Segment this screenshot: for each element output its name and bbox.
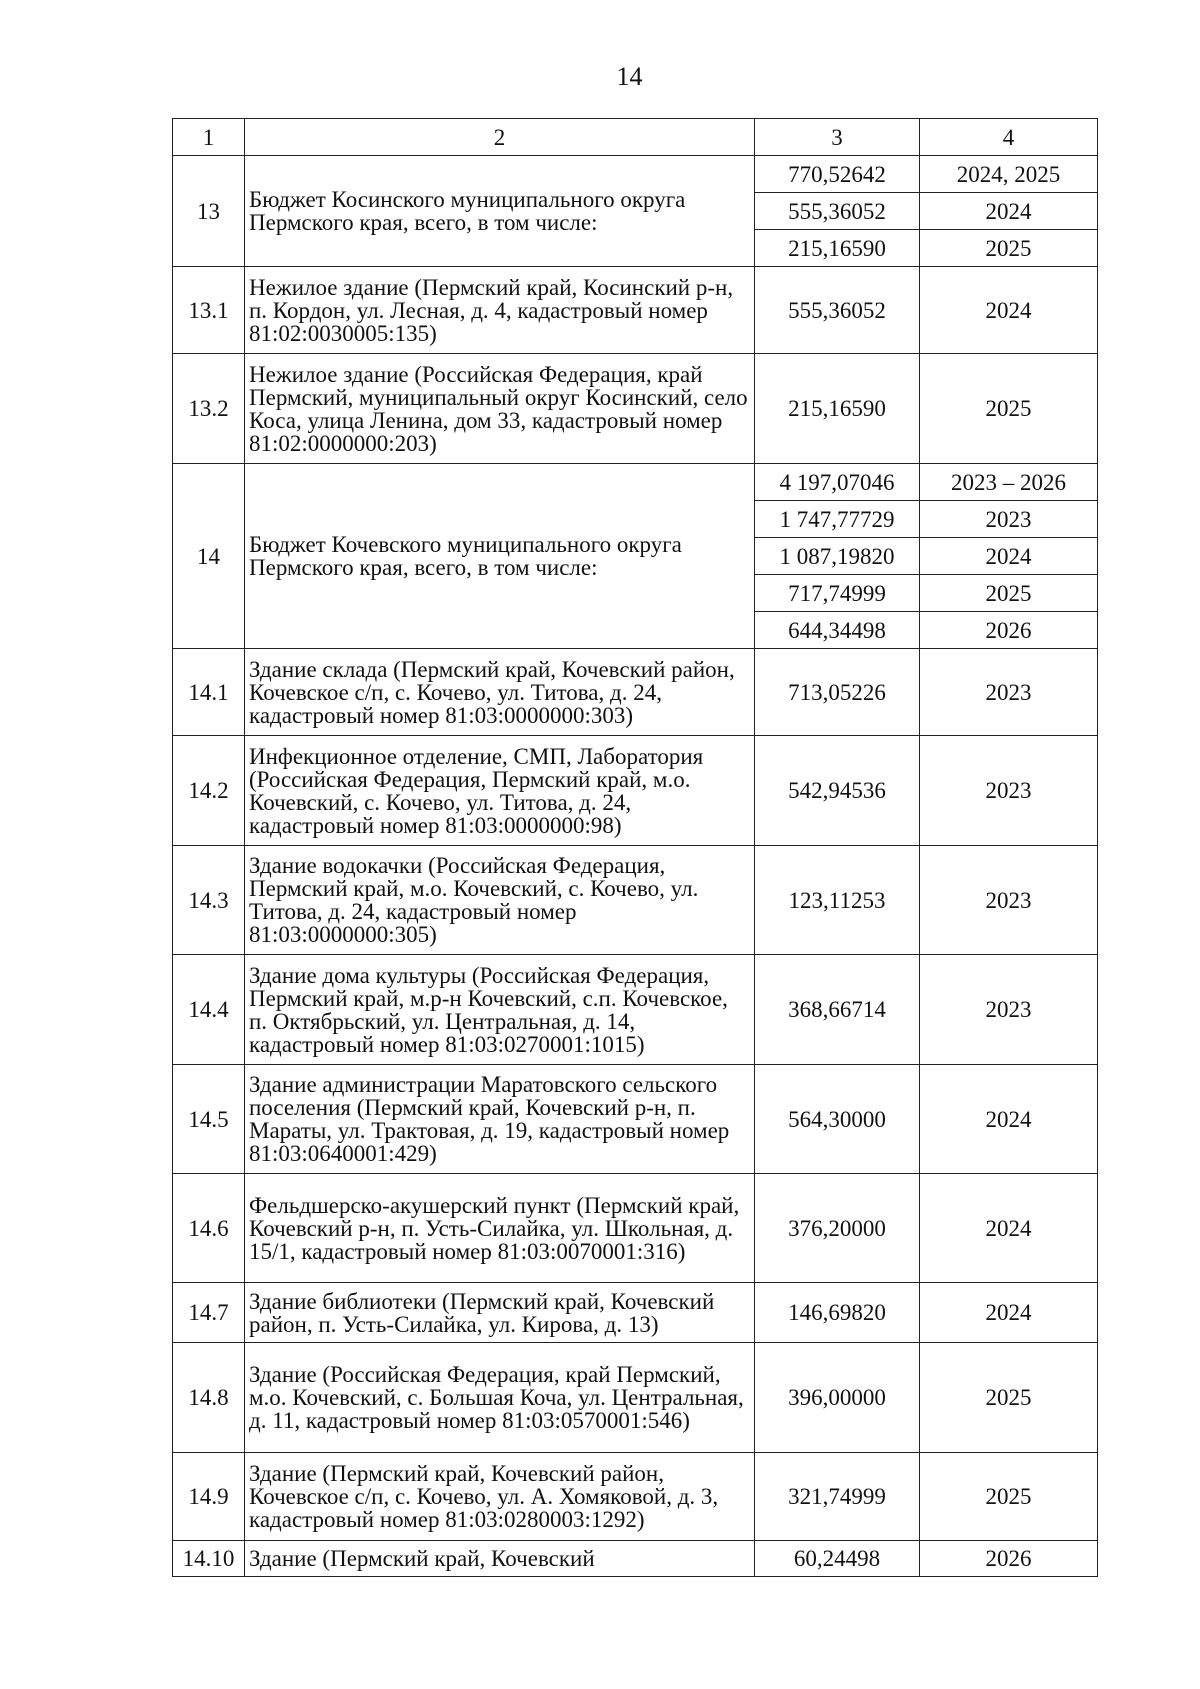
item-amount: 396,00000 xyxy=(755,1343,920,1453)
item-description: Нежилое здание (Пермский край, Косинский р-н, п. Кордон, ул. Лесная, д. 4, кадастровый номер 81:02:0030005:135) xyxy=(245,267,755,354)
page-number: 14 xyxy=(616,62,643,91)
item-number: 14.4 xyxy=(173,955,245,1065)
item-number: 14.1 xyxy=(173,649,245,736)
item-year: 2025 xyxy=(920,1343,1098,1453)
table-row xyxy=(173,1174,1098,1283)
item-year: 2024 xyxy=(920,1174,1098,1283)
header-col-2: 2 xyxy=(245,119,755,156)
group-label: Бюджет Кочевского муниципального округа Пермского края, всего, в том числе: xyxy=(245,464,755,649)
item-number: 14.9 xyxy=(173,1453,245,1541)
item-description: Здание склада (Пермский край, Кочевский район, Кочевское с/п, с. Кочево, ул. Титова, д. 24, кадастровый номер 81:03:0000000:303) xyxy=(245,649,755,736)
item-number: 14.10 xyxy=(173,1541,245,1577)
item-number: 14.3 xyxy=(173,846,245,955)
item-amount: 713,05226 xyxy=(755,649,920,736)
item-year: 2023 xyxy=(920,955,1098,1065)
item-description: Здание водокачки (Российская Федерация, Пермский край, м.о. Кочевский, с. Кочево, ул. Титова, д. 24, кадастровый номер 81:03:0000000:305) xyxy=(245,846,755,955)
item-description: Здание администрации Маратовского сельского поселения (Пермский край, Кочевский р-н, п. Мараты, ул. Трактовая, д. 19, кадастровый номер 81:03:0640001:429) xyxy=(245,1065,755,1174)
table-row xyxy=(173,1343,1098,1453)
group-amount: 215,16590 xyxy=(755,230,920,267)
item-amount: 555,36052 xyxy=(755,267,920,354)
item-description: Здание дома культуры (Российская Федерация, Пермский край, м.р-н Кочевский, с.п. Кочевское, п. Октябрьский, ул. Центральная, д. 14, кадастровый номер 81:03:0270001:1015) xyxy=(245,955,755,1065)
item-year: 2024 xyxy=(920,1065,1098,1174)
item-amount: 215,16590 xyxy=(755,354,920,464)
item-year: 2023 xyxy=(920,736,1098,846)
table-row xyxy=(173,736,1098,846)
item-amount: 542,94536 xyxy=(755,736,920,846)
header-col-1: 1 xyxy=(173,119,245,156)
item-amount: 60,24498 xyxy=(755,1541,920,1577)
group-year: 2024 xyxy=(920,538,1098,575)
group-year: 2025 xyxy=(920,230,1098,267)
group-amount: 770,52642 xyxy=(755,156,920,193)
item-description: Инфекционное отделение, СМП, Лаборатория (Российская Федерация, Пермский край, м.о. Кочевский, с. Кочево, ул. Титова, д. 24, кадастровый номер 81:03:0000000:98) xyxy=(245,736,755,846)
group-amount: 717,74999 xyxy=(755,575,920,612)
item-amount: 146,69820 xyxy=(755,1283,920,1343)
group-amount: 4 197,07046 xyxy=(755,464,920,501)
group-number: 14 xyxy=(173,464,245,649)
item-description: Нежилое здание (Российская Федерация, край Пермский, муниципальный округ Косинский, село Коса, улица Ленина, дом 33, кадастровый номер 81:02:0000000:203) xyxy=(245,354,755,464)
item-description: Здание (Пермский край, Кочевский район, Кочевское с/п, с. Кочево, ул. А. Хомяковой, д. 3, кадастровый номер 81:03:0280003:1292) xyxy=(245,1453,755,1541)
item-amount: 123,11253 xyxy=(755,846,920,955)
group-row xyxy=(173,464,1098,501)
table-header-row xyxy=(173,119,1098,156)
group-year: 2023 xyxy=(920,501,1098,538)
item-year: 2026 xyxy=(920,1541,1098,1577)
budget-table xyxy=(172,118,1098,1577)
group-year: 2024, 2025 xyxy=(920,156,1098,193)
table-row xyxy=(173,267,1098,354)
table-row xyxy=(173,955,1098,1065)
group-amount: 1 087,19820 xyxy=(755,538,920,575)
item-year: 2023 xyxy=(920,846,1098,955)
item-year: 2024 xyxy=(920,1283,1098,1343)
group-row xyxy=(173,156,1098,193)
item-number: 14.7 xyxy=(173,1283,245,1343)
item-description: Фельдшерско-акушерский пункт (Пермский край, Кочевский р-н, п. Усть-Силайка, ул. Школьная, д. 15/1, кадастровый номер 81:03:0070001:316) xyxy=(245,1174,755,1283)
group-label: Бюджет Косинского муниципального округа Пермского края, всего, в том числе: xyxy=(245,156,755,267)
item-description: Здание библиотеки (Пермский край, Кочевский район, п. Усть-Силайка, ул. Кирова, д. 13) xyxy=(245,1283,755,1343)
group-amount: 644,34498 xyxy=(755,612,920,649)
group-amount: 555,36052 xyxy=(755,193,920,230)
item-amount: 564,30000 xyxy=(755,1065,920,1174)
item-year: 2025 xyxy=(920,1453,1098,1541)
item-year: 2025 xyxy=(920,354,1098,464)
table-row xyxy=(173,1065,1098,1174)
item-number: 14.8 xyxy=(173,1343,245,1453)
group-year: 2025 xyxy=(920,575,1098,612)
group-number: 13 xyxy=(173,156,245,267)
table-row xyxy=(173,649,1098,736)
header-col-3: 3 xyxy=(755,119,920,156)
item-number: 14.2 xyxy=(173,736,245,846)
group-amount: 1 747,77729 xyxy=(755,501,920,538)
group-year: 2023 – 2026 xyxy=(920,464,1098,501)
item-amount: 368,66714 xyxy=(755,955,920,1065)
item-description: Здание (Российская Федерация, край Пермский, м.о. Кочевский, с. Большая Коча, ул. Центральная, д. 11, кадастровый номер 81:03:0570001:546) xyxy=(245,1343,755,1453)
item-description: Здание (Пермский край, Кочевский xyxy=(245,1541,755,1577)
item-amount: 321,74999 xyxy=(755,1453,920,1541)
group-year: 2024 xyxy=(920,193,1098,230)
table-row xyxy=(173,846,1098,955)
table-row xyxy=(173,1541,1098,1577)
item-number: 14.5 xyxy=(173,1065,245,1174)
item-number: 13.1 xyxy=(173,267,245,354)
table-row xyxy=(173,1453,1098,1541)
item-year: 2024 xyxy=(920,267,1098,354)
table-row xyxy=(173,1283,1098,1343)
item-number: 14.6 xyxy=(173,1174,245,1283)
item-number: 13.2 xyxy=(173,354,245,464)
item-amount: 376,20000 xyxy=(755,1174,920,1283)
table-row xyxy=(173,354,1098,464)
item-year: 2023 xyxy=(920,649,1098,736)
group-year: 2026 xyxy=(920,612,1098,649)
header-col-4: 4 xyxy=(920,119,1098,156)
